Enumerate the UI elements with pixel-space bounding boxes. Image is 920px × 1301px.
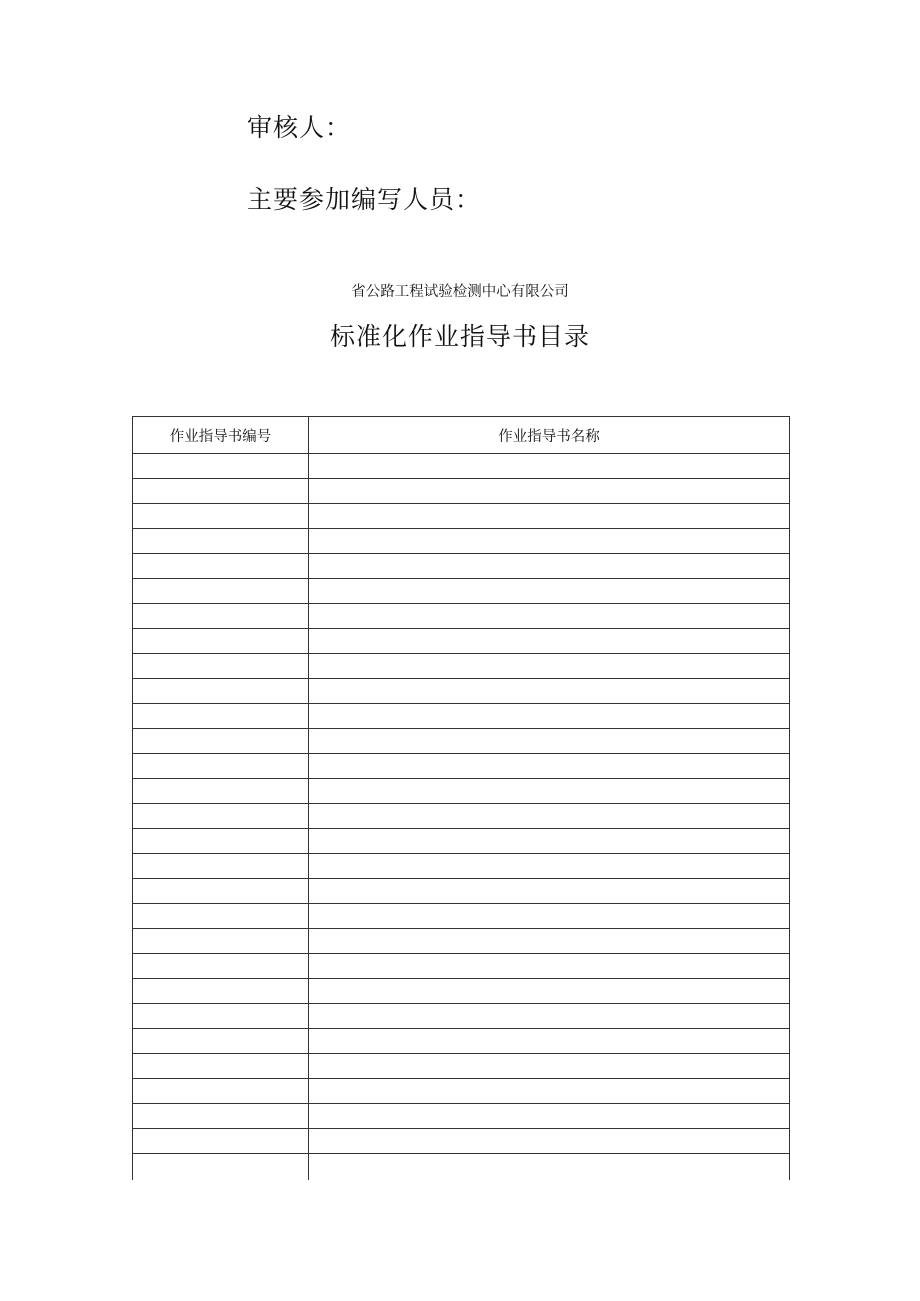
- cell-code: [133, 979, 309, 1004]
- table-row: [133, 1079, 790, 1104]
- cell-code: [133, 1054, 309, 1079]
- cell-code: [133, 929, 309, 954]
- table-row: [133, 979, 790, 1004]
- table-row: [133, 454, 790, 479]
- cell-code: [133, 579, 309, 604]
- table-row: [133, 479, 790, 504]
- cell-name: [309, 554, 790, 579]
- cell-name: [309, 704, 790, 729]
- table-row: [133, 929, 790, 954]
- cell-name: [309, 654, 790, 679]
- table-row: [133, 854, 790, 879]
- cell-name: [309, 1029, 790, 1054]
- cell-name: [309, 979, 790, 1004]
- table-row: [133, 529, 790, 554]
- cell-name: [309, 854, 790, 879]
- table-row: [133, 1029, 790, 1054]
- table-row: [133, 1154, 790, 1181]
- cell-code: [133, 754, 309, 779]
- cell-name: [309, 754, 790, 779]
- cell-code: [133, 854, 309, 879]
- table-row: [133, 729, 790, 754]
- table-row: [133, 579, 790, 604]
- table-row: [133, 654, 790, 679]
- cell-code: [133, 729, 309, 754]
- table-row: [133, 604, 790, 629]
- header-name: 作业指导书名称: [309, 417, 790, 454]
- cell-name: [309, 579, 790, 604]
- cell-name: [309, 479, 790, 504]
- cell-code: [133, 804, 309, 829]
- table-row: [133, 504, 790, 529]
- table-row: [133, 629, 790, 654]
- table-row: [133, 754, 790, 779]
- cell-code: [133, 679, 309, 704]
- document-title: 标准化作业指导书目录: [329, 322, 590, 351]
- cell-name: [309, 804, 790, 829]
- cell-name: [309, 629, 790, 654]
- table-header-row: [133, 417, 790, 454]
- table-row: [133, 904, 790, 929]
- cell-name: [309, 1054, 790, 1079]
- cell-name: [309, 729, 790, 754]
- cell-name: [309, 504, 790, 529]
- cell-name: [309, 954, 790, 979]
- cell-code: [133, 829, 309, 854]
- cell-code: [133, 554, 309, 579]
- table-row: [133, 829, 790, 854]
- table-row: [133, 1129, 790, 1154]
- cell-code: [133, 1004, 309, 1029]
- cell-code: [133, 879, 309, 904]
- table-row: [133, 1054, 790, 1079]
- table-row: [133, 554, 790, 579]
- cell-name: [309, 679, 790, 704]
- table-row: [133, 1004, 790, 1029]
- cell-code: [133, 479, 309, 504]
- toc-body: [133, 454, 790, 1181]
- organization-name: 省公路工程试验检测中心有限公司: [351, 284, 569, 300]
- cell-code: [133, 1154, 309, 1181]
- cell-name: [309, 1129, 790, 1154]
- table-row: [133, 704, 790, 729]
- cell-name: [309, 779, 790, 804]
- cell-name: [309, 604, 790, 629]
- toc-table: [132, 416, 790, 1180]
- cell-code: [133, 904, 309, 929]
- cell-code: [133, 779, 309, 804]
- cell-code: [133, 954, 309, 979]
- cell-name: [309, 1079, 790, 1104]
- cell-code: [133, 629, 309, 654]
- cell-name: [309, 929, 790, 954]
- cell-code: [133, 529, 309, 554]
- cell-name: [309, 904, 790, 929]
- cell-name: [309, 1004, 790, 1029]
- cell-name: [309, 1154, 790, 1181]
- table-row: [133, 954, 790, 979]
- cell-code: [133, 1079, 309, 1104]
- reviewer-label: 审核人：: [247, 113, 352, 142]
- editors-label: 主要参加编写人员：: [247, 185, 482, 214]
- cell-code: [133, 704, 309, 729]
- cell-code: [133, 454, 309, 479]
- cell-code: [133, 604, 309, 629]
- cell-code: [133, 1029, 309, 1054]
- table-row: [133, 679, 790, 704]
- header-code: 作业指导书编号: [133, 417, 309, 454]
- cell-code: [133, 1129, 309, 1154]
- cell-code: [133, 1104, 309, 1129]
- cell-code: [133, 504, 309, 529]
- cell-name: [309, 829, 790, 854]
- cell-name: [309, 454, 790, 479]
- cell-name: [309, 529, 790, 554]
- table-row: [133, 879, 790, 904]
- cell-code: [133, 654, 309, 679]
- cell-name: [309, 879, 790, 904]
- table-row: [133, 779, 790, 804]
- cell-name: [309, 1104, 790, 1129]
- table-row: [133, 1104, 790, 1129]
- table-row: [133, 804, 790, 829]
